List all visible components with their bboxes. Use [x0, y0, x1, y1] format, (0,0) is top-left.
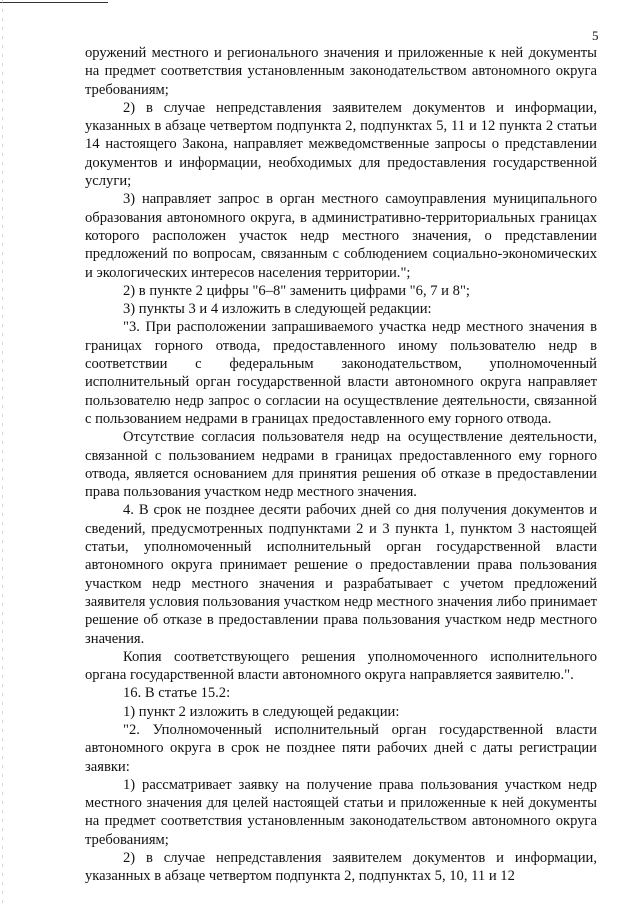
scan-edge	[2, 0, 3, 905]
page-number: 5	[592, 28, 599, 43]
paragraph: "2. Уполномоченный исполнительный орган государственной власти автономного округа в срок не позднее пяти рабочих дней с даты регистрации заявки:	[85, 721, 597, 775]
paragraph: 3) пункты 3 и 4 изложить в следующей редакции:	[123, 301, 432, 318]
paragraph: Копия соответствующего решения уполномоченного исполнительного органа государственной власти автономного округа направляется заявителю.".	[85, 648, 597, 684]
paragraph: 1) пункт 2 изложить в следующей редакции:	[123, 703, 400, 720]
paragraph: Отсутствие согласия пользователя недр на осуществление деятельности, связанной с пользованием недрами в границах предоставленного ему горного отвода, является основанием для принятия решения об отказе в предоставлении права пользования участком недр местного значения.	[85, 429, 597, 501]
paragraph: 3) направляет запрос в орган местного самоуправления муниципального образования автономного округа, в административно-территориальных границах которого расположен участок недр местного значения, о представлении предложений по вопросам, связанным с соблюдением социально-экономических и экологических интересов населения территории.";	[85, 191, 597, 281]
paragraph: 2) в пункте 2 цифры "6–8" заменить цифрами "6, 7 и 8";	[123, 282, 470, 299]
paragraph: 2) в случае непредставления заявителем документов и информации, указанных в абзаце четвертом подпункта 2, подпунктах 5, 11 и 12 пункта 2 статьи 14 настоящего Закона, направляет межведомственные запросы о представлении документов и информации, необходимых для предоставления государственной услуги;	[85, 99, 597, 190]
header-rule	[0, 2, 108, 3]
paragraph: 4. В срок не позднее десяти рабочих дней со дня получения документов и сведений, предусмотренных подпунктами 2 и 3 пункта 1, пунктом 3 настоящей статьи, уполномоченный исполнительный орган государственной власти автономного округа принимает решение о предоставлении права пользования участком недр местного значения и разрабатывает с учетом предложений заявителя условия пользования участком недр местного значения либо принимает решение об отказе в предоставлении права пользования участком недр местного значения.	[85, 502, 597, 647]
paragraph: "3. При расположении запрашиваемого участка недр местного значения в границах горного отвода, предоставленного иному пользователю недр в соответствии с федеральным законодательством, уполномоченный исполнительный орган государственной власти автономного округа направляет пользователю недр запрос о согласии на осуществление деятельности, связанной с пользованием недрами в границах предоставленного ему горного отвода.	[85, 319, 597, 427]
paragraph: 2) в случае непредставления заявителем документов и информации, указанных в абзаце четвертом подпункта 2, подпунктах 5, 10, 11 и 12	[85, 850, 597, 885]
paragraph-continuation: оружений местного и регионального значения и приложенные к ней документы на предмет соответствия установленным законодательством автономного округа требованиям;	[85, 45, 597, 98]
paragraph: 16. В статье 15.2:	[123, 685, 231, 702]
paragraph: 1) рассматривает заявку на получение права пользования участком недр местного значения для целей настоящей статьи и приложенные к ней документы на предмет соответствия установленным законодательством автономного округа требованиям;	[85, 776, 597, 848]
document-body	[85, 44, 597, 886]
